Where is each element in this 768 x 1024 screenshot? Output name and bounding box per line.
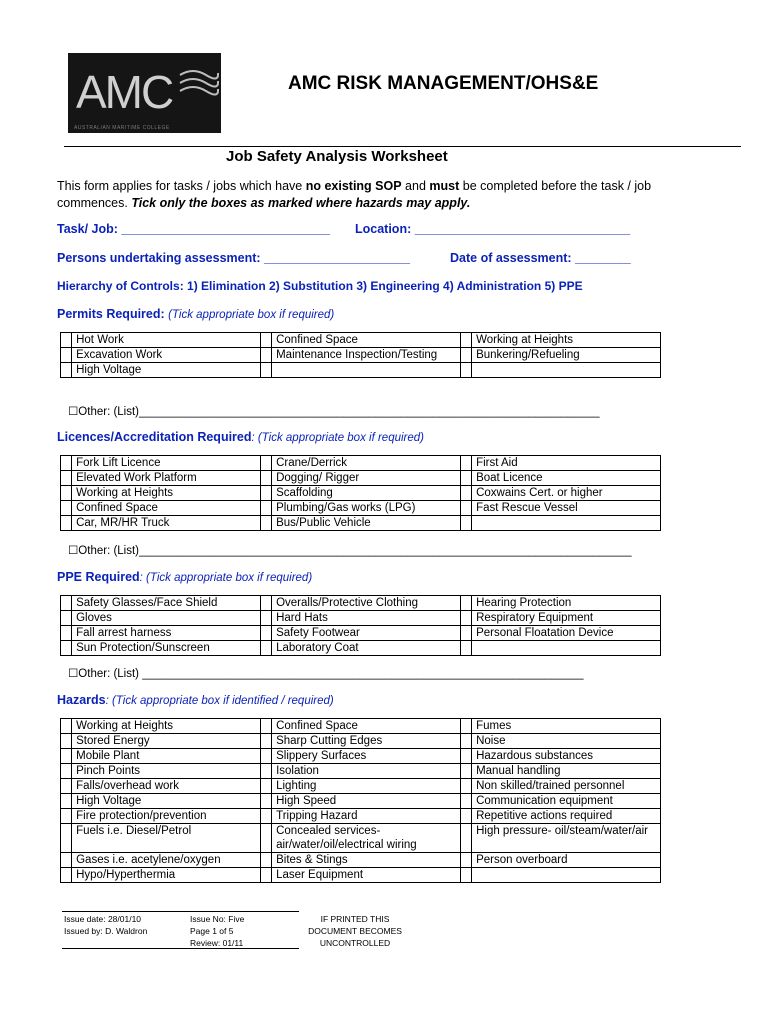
uncontrolled-notice <box>300 913 410 949</box>
hazard-checkbox[interactable] <box>260 824 271 853</box>
licence-checkbox[interactable] <box>460 486 471 501</box>
licences-table <box>60 455 661 531</box>
licence-checkbox[interactable] <box>61 516 72 531</box>
permit-item: Maintenance Inspection/Testing <box>272 348 461 363</box>
licence-checkbox[interactable] <box>260 516 271 531</box>
ppe-checkbox[interactable] <box>460 641 471 656</box>
ppe-checkbox[interactable] <box>460 626 471 641</box>
ppe-item: Hearing Protection <box>472 596 661 611</box>
hazard-row <box>61 824 661 853</box>
hierarchy-label: Hierarchy of Controls: <box>57 279 184 293</box>
task-job-field[interactable]: Task/ Job: ______________________________ <box>57 222 330 236</box>
intro-text-3: be completed before the task / job commences. <box>57 179 652 210</box>
footer-top-rule <box>62 911 299 912</box>
hazard-item: Concealed services- air/water/oil/electrical wiring <box>272 824 461 853</box>
licence-checkbox[interactable] <box>61 501 72 516</box>
hazard-item: Manual handling <box>472 764 661 779</box>
hazard-checkbox[interactable] <box>61 824 72 853</box>
hazard-item: Gases i.e. acetylene/oxygen <box>72 853 261 868</box>
licence-item: Bus/Public Vehicle <box>272 516 461 531</box>
licence-checkbox[interactable] <box>260 456 271 471</box>
permit-item: High Voltage <box>72 363 261 378</box>
permit-checkbox[interactable] <box>61 333 72 348</box>
permit-row <box>61 333 661 348</box>
licence-checkbox[interactable] <box>260 471 271 486</box>
ppe-item: Personal Floatation Device <box>472 626 661 641</box>
licence-item: Dogging/ Rigger <box>272 471 461 486</box>
persons-field[interactable]: Persons undertaking assessment: _____________________ <box>57 251 411 265</box>
hazard-item: Communication equipment <box>472 794 661 809</box>
hazard-item: Working at Heights <box>72 719 261 734</box>
hazard-item: High Voltage <box>72 794 261 809</box>
ppe-title: PPE Required <box>57 570 140 584</box>
hazard-item: Repetitive actions required <box>472 809 661 824</box>
hazard-item: Person overboard <box>472 853 661 868</box>
hazard-checkbox[interactable] <box>260 868 271 883</box>
hazard-checkbox[interactable] <box>460 779 471 794</box>
intro-bold-1: no existing SOP <box>305 179 402 193</box>
licence-checkbox[interactable] <box>61 456 72 471</box>
hazard-checkbox[interactable] <box>61 734 72 749</box>
hazard-checkbox[interactable] <box>260 853 271 868</box>
licence-item: Working at Heights <box>72 486 261 501</box>
notice-line-2: DOCUMENT BECOMES <box>308 926 402 936</box>
ppe-item: Safety Glasses/Face Shield <box>72 596 261 611</box>
permit-checkbox[interactable] <box>61 348 72 363</box>
hazard-checkbox[interactable] <box>260 764 271 779</box>
licence-item: Confined Space <box>72 501 261 516</box>
permit-item <box>272 363 461 378</box>
intro-paragraph <box>57 178 697 212</box>
logo-text: AMC <box>76 66 173 118</box>
hazard-checkbox[interactable] <box>460 794 471 809</box>
hazard-item <box>472 868 661 883</box>
hazard-item: Hazardous substances <box>472 749 661 764</box>
licence-checkbox[interactable] <box>460 471 471 486</box>
licence-row <box>61 516 661 531</box>
ppe-checkbox[interactable] <box>460 611 471 626</box>
hazard-checkbox[interactable] <box>61 719 72 734</box>
licences-other[interactable]: ☐Other: (List)_____________________________________________________________________________ <box>68 545 632 557</box>
licence-item: First Aid <box>472 456 661 471</box>
licences-note: : (Tick appropriate box if required) <box>251 432 424 444</box>
hazard-item: Hypo/Hyperthermia <box>72 868 261 883</box>
hazard-item: Tripping Hazard <box>272 809 461 824</box>
hazard-checkbox[interactable] <box>460 749 471 764</box>
hazard-item: Sharp Cutting Edges <box>272 734 461 749</box>
permit-checkbox[interactable] <box>61 363 72 378</box>
hazard-checkbox[interactable] <box>61 868 72 883</box>
permit-item: Excavation Work <box>72 348 261 363</box>
review-date: Review: 01/11 <box>190 938 244 948</box>
ppe-item: Hard Hats <box>272 611 461 626</box>
issue-date: Issue date: 28/01/10 <box>64 914 142 924</box>
ppe-other[interactable]: ☐Other: (List) _____________________________________________________________________ <box>68 668 584 680</box>
licence-checkbox[interactable] <box>61 471 72 486</box>
ppe-checkbox[interactable] <box>460 596 471 611</box>
hazards-table <box>60 718 661 883</box>
hazard-item: Pinch Points <box>72 764 261 779</box>
permit-item: Hot Work <box>72 333 261 348</box>
licences-heading <box>57 430 424 444</box>
hierarchy-text: 1) Elimination 2) Substitution 3) Engineering 4) Administration 5) PPE <box>187 279 583 293</box>
hazard-item: Confined Space <box>272 719 461 734</box>
hazard-row <box>61 794 661 809</box>
ppe-row <box>61 611 661 626</box>
amc-logo <box>68 53 221 133</box>
licence-item: Crane/Derrick <box>272 456 461 471</box>
hazard-row <box>61 868 661 883</box>
licence-row <box>61 501 661 516</box>
hazard-checkbox[interactable] <box>260 779 271 794</box>
permit-checkbox[interactable] <box>460 363 471 378</box>
permits-table <box>60 332 661 378</box>
permit-item: Bunkering/Refueling <box>472 348 661 363</box>
hazard-checkbox[interactable] <box>61 794 72 809</box>
ppe-table <box>60 595 661 656</box>
licence-item: Coxwains Cert. or higher <box>472 486 661 501</box>
hazard-item: Noise <box>472 734 661 749</box>
permit-checkbox[interactable] <box>260 333 271 348</box>
ppe-item: Gloves <box>72 611 261 626</box>
hazard-checkbox[interactable] <box>460 868 471 883</box>
hazard-checkbox[interactable] <box>61 779 72 794</box>
hazard-item: High Speed <box>272 794 461 809</box>
licence-checkbox[interactable] <box>460 501 471 516</box>
licences-title: Licences/Accreditation Required <box>57 430 252 444</box>
header-divider <box>64 146 741 147</box>
intro-bold-2: must <box>429 179 460 193</box>
permit-checkbox[interactable] <box>260 348 271 363</box>
ppe-checkbox[interactable] <box>61 626 72 641</box>
ppe-item: Fall arrest harness <box>72 626 261 641</box>
ppe-item <box>472 641 661 656</box>
footer-bottom-rule <box>62 948 299 949</box>
hazard-row <box>61 764 661 779</box>
permits-other[interactable]: ☐Other: (List)________________________________________________________________________ <box>68 406 600 418</box>
notice-line-3: UNCONTROLLED <box>319 938 391 948</box>
issue-no: Issue No: Five <box>190 914 245 924</box>
hazard-item: Fuels i.e. Diesel/Petrol <box>72 824 261 853</box>
hazard-checkbox[interactable] <box>260 719 271 734</box>
hazard-item: Stored Energy <box>72 734 261 749</box>
hazard-checkbox[interactable] <box>61 749 72 764</box>
hazards-note: : (Tick appropriate box if identified / required) <box>105 695 334 707</box>
ppe-checkbox[interactable] <box>61 596 72 611</box>
hazard-row <box>61 779 661 794</box>
hazard-checkbox[interactable] <box>460 719 471 734</box>
date-field[interactable]: Date of assessment: ________ <box>450 251 631 265</box>
permit-item <box>472 363 661 378</box>
licence-item: Plumbing/Gas works (LPG) <box>272 501 461 516</box>
permit-checkbox[interactable] <box>260 363 271 378</box>
hazard-checkbox[interactable] <box>460 824 471 853</box>
intro-text-1: This form applies for tasks / jobs which have <box>57 179 306 193</box>
hazard-item: Fumes <box>472 719 661 734</box>
ppe-checkbox[interactable] <box>61 641 72 656</box>
ppe-checkbox[interactable] <box>260 611 271 626</box>
ppe-row <box>61 626 661 641</box>
ppe-row <box>61 596 661 611</box>
licence-checkbox[interactable] <box>61 486 72 501</box>
permit-row <box>61 348 661 363</box>
hazard-item: Mobile Plant <box>72 749 261 764</box>
hazard-checkbox[interactable] <box>61 809 72 824</box>
hazard-checkbox[interactable] <box>61 764 72 779</box>
permit-row <box>61 363 661 378</box>
intro-text-2: and <box>401 179 430 193</box>
licence-checkbox[interactable] <box>260 501 271 516</box>
permit-item: Working at Heights <box>472 333 661 348</box>
ppe-item: Laboratory Coat <box>272 641 461 656</box>
ppe-checkbox[interactable] <box>61 611 72 626</box>
hazard-checkbox[interactable] <box>61 853 72 868</box>
ppe-item: Respiratory Equipment <box>472 611 661 626</box>
hazard-row <box>61 719 661 734</box>
hazard-checkbox[interactable] <box>460 734 471 749</box>
licence-item: Scaffolding <box>272 486 461 501</box>
ppe-checkbox[interactable] <box>260 596 271 611</box>
ppe-item: Sun Protection/Sunscreen <box>72 641 261 656</box>
licence-checkbox[interactable] <box>460 456 471 471</box>
permits-title: Permits Required: <box>57 307 165 321</box>
hazard-item: Lighting <box>272 779 461 794</box>
hazard-item: High pressure- oil/steam/water/air <box>472 824 661 853</box>
licence-item: Car, MR/HR Truck <box>72 516 261 531</box>
ppe-checkbox[interactable] <box>260 641 271 656</box>
hazard-checkbox[interactable] <box>260 734 271 749</box>
location-field[interactable]: Location: _______________________________ <box>355 222 631 236</box>
hazard-row <box>61 734 661 749</box>
licence-item <box>472 516 661 531</box>
hazard-checkbox[interactable] <box>460 764 471 779</box>
hazard-item: Falls/overhead work <box>72 779 261 794</box>
hazard-item: Isolation <box>272 764 461 779</box>
licence-checkbox[interactable] <box>260 486 271 501</box>
licence-item: Fork Lift Licence <box>72 456 261 471</box>
hazard-checkbox[interactable] <box>460 853 471 868</box>
hazard-item: Fire protection/prevention <box>72 809 261 824</box>
hazards-title: Hazards <box>57 693 106 707</box>
hazard-item: Slippery Surfaces <box>272 749 461 764</box>
footer-page-block <box>190 913 244 949</box>
hazard-checkbox[interactable] <box>260 749 271 764</box>
ppe-heading <box>57 570 312 584</box>
licence-checkbox[interactable] <box>460 516 471 531</box>
permit-checkbox[interactable] <box>460 348 471 363</box>
permits-note: (Tick appropriate box if required) <box>168 309 335 321</box>
hazard-item: Laser Equipment <box>272 868 461 883</box>
hazard-row <box>61 809 661 824</box>
licence-row <box>61 456 661 471</box>
hierarchy-of-controls <box>57 279 583 293</box>
hazard-item: Non skilled/trained personnel <box>472 779 661 794</box>
licence-row <box>61 486 661 501</box>
permit-checkbox[interactable] <box>460 333 471 348</box>
ppe-item: Overalls/Protective Clothing <box>272 596 461 611</box>
licence-item: Elevated Work Platform <box>72 471 261 486</box>
hazard-item: Bites & Stings <box>272 853 461 868</box>
permits-heading <box>57 307 334 321</box>
licence-row <box>61 471 661 486</box>
document-title: Job Safety Analysis Worksheet <box>226 148 448 165</box>
ppe-note: : (Tick appropriate box if required) <box>139 572 313 584</box>
ppe-checkbox[interactable] <box>260 626 271 641</box>
hazard-row <box>61 853 661 868</box>
permit-item: Confined Space <box>272 333 461 348</box>
org-title: AMC RISK MANAGEMENT/OHS&E <box>288 73 599 94</box>
hazard-row <box>61 749 661 764</box>
hazard-checkbox[interactable] <box>260 809 271 824</box>
intro-instruction: Tick only the boxes as marked where hazards may apply. <box>131 196 471 210</box>
licence-item: Fast Rescue Vessel <box>472 501 661 516</box>
logo-subtext: AUSTRALIAN MARITIME COLLEGE <box>74 125 170 131</box>
issued-by: Issued by: D. Waldron <box>64 926 148 936</box>
hazard-checkbox[interactable] <box>460 809 471 824</box>
footer-issue-block <box>64 913 147 937</box>
ppe-item: Safety Footwear <box>272 626 461 641</box>
notice-line-1: IF PRINTED THIS <box>320 914 390 924</box>
hazards-heading <box>57 693 334 707</box>
ppe-row <box>61 641 661 656</box>
licence-item: Boat Licence <box>472 471 661 486</box>
page-number: Page 1 of 5 <box>190 926 234 936</box>
hazard-checkbox[interactable] <box>260 794 271 809</box>
